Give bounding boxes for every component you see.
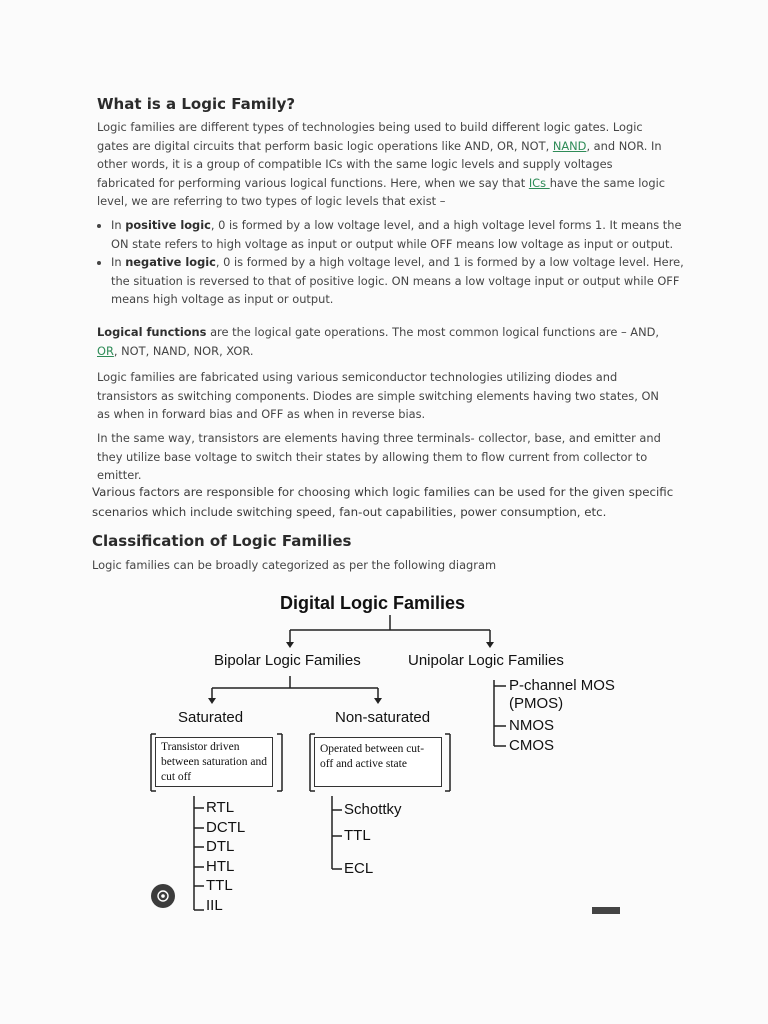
paragraph-transistors: In the same way, transistors are elements having three terminals- collector, base, and emitter and they utilize base voltage to switch their states by allowing them to flow current from collector to emitter. [97,431,661,483]
image-watermark [592,907,620,914]
link-or[interactable]: OR [97,343,114,358]
list-item-negative-logic [111,253,689,309]
bullet-bold: positive logic [125,218,211,232]
diagram-non-saturated-box: Operated between cut-off and active state [314,737,442,787]
paragraph-factors: Various factors are responsible for choosing which logic families can be used for the given specific scenarios which include switching speed, fan-out capabilities, power consumption, etc. [92,485,674,519]
intro-text-a: Logic families are different types of technologies being used to build different logic gates. Logic gates are digital circuits that perform basic logic operations like AND, OR, NOT, [97,120,643,153]
diagram-saturated-item: DTL [206,838,235,855]
diagram-unipolar-item: P-channel MOS [509,677,615,694]
paragraph-intro [97,118,672,211]
logical-functions-text-b: , NOT, NAND, NOR, XOR. [113,343,254,358]
link-nand[interactable]: NAND [552,138,587,153]
diagram-unipolar-item: CMOS [509,737,554,754]
bullet-bold: negative logic [125,255,216,270]
diagram-non-saturated-item: ECL [344,860,374,877]
diagram-saturated-item: RTL [206,799,235,816]
logic-levels-list [95,216,689,309]
diagram-unipolar-item: (PMOS) [509,695,564,712]
diagram-title: Digital Logic Families [280,593,466,613]
heading-what-is-logic-family: What is a Logic Family? [97,95,296,113]
logical-functions-text-a: are the logical gate operations. The most common logical functions are – AND, [206,325,659,339]
diagram-bipolar: Bipolar Logic Families [214,652,361,669]
diagram-unipolar-item: NMOS [509,717,554,734]
paragraph-diagram-intro: Logic families can be broadly categorized as per the following diagram [92,558,497,572]
intro-text-c: have the same logic level, we are referring to two types of logic levels that exist – [97,175,666,209]
diagram-saturated: Saturated [178,709,244,726]
logic-families-diagram [150,588,640,918]
diagram-non-saturated-item: TTL [344,827,371,844]
diagram-saturated-item: TTL [206,877,233,894]
diagram-non-saturated-item: Schottky [344,801,402,818]
diagram-saturated-item: IIL [206,897,223,914]
bullet-text: , 0 is formed by a low voltage level, and a high voltage level forms 1. It means the ON state refers to high voltage as input or output while OFF means low voltage as input or output. [111,218,682,251]
link-ics[interactable]: ICs [528,175,550,190]
bullet-prefix: In [111,218,126,232]
google-lens-icon[interactable] [151,884,175,908]
lens-glyph [156,889,170,903]
list-item-positive-logic [111,216,689,253]
diagram-saturated-item: HTL [206,858,235,875]
logical-functions-bold: Logical functions [97,325,207,339]
paragraph-fabrication: Logic families are fabricated using various semiconductor technologies utilizing diodes and transistors as switching components. Diodes are simple switching elements having two states, ON as when in forward bias and OFF as when in reverse bias. [97,370,659,422]
heading-classification: Classification of Logic Families [92,532,352,550]
bullet-prefix: In [111,255,126,270]
diagram-saturated-item: DCTL [206,819,246,836]
intro-text-b: , and NOR. In other words, it is a group of compatible ICs with the same logic levels and supply voltages fabricated for performing various logical functions. Here, when we say that [97,138,662,190]
diagram-saturated-box: Transistor driven between saturation and cut off [155,737,273,787]
bullet-text: , 0 is formed by a high voltage level, and 1 is formed by a low voltage level. Here, the situation is reversed to that of positive logic. ON means a low voltage input or output while OFF means high voltage as input or output. [111,255,684,307]
diagram-unipolar: Unipolar Logic Families [408,652,564,669]
diagram-non-saturated: Non-saturated [335,709,431,726]
paragraph-logical-functions [97,323,672,360]
